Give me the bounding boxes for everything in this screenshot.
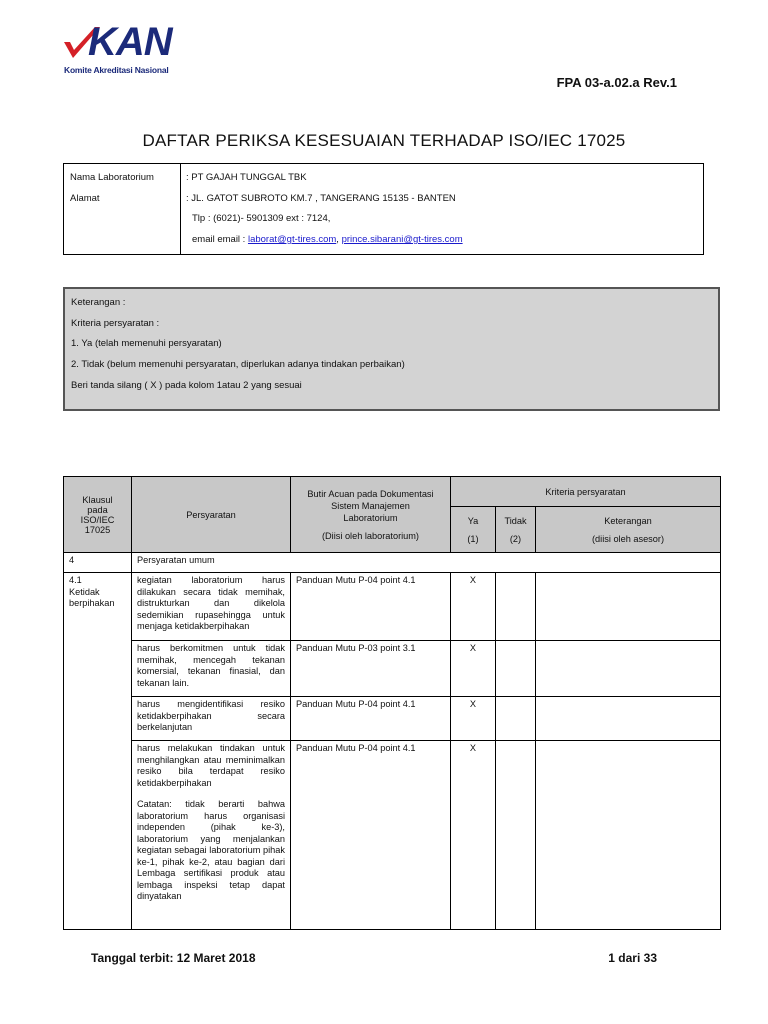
document-reference: FPA 03-a.02.a Rev.1 xyxy=(556,75,677,90)
requirement-text: harus mengidentifikasi resiko ketidakberpihakan secara berkelanjutan xyxy=(132,697,291,741)
table-row xyxy=(64,741,721,930)
lab-info-box xyxy=(63,163,704,255)
notes-heading: Keterangan : xyxy=(71,297,126,308)
logo-text: KAN xyxy=(88,20,172,64)
ya-mark: X xyxy=(451,741,496,930)
requirement-clip xyxy=(137,743,285,927)
header-butir-note: (Diisi oleh laboratorium) xyxy=(321,530,419,541)
lab-name-value: : PT GAJAH TUNGGAL TBK xyxy=(186,172,307,183)
address-value: : JL. GATOT SUBROTO KM.7 , TANGERANG 15135 - BANTEN xyxy=(186,193,456,204)
table-row xyxy=(64,641,721,697)
reference-text: Panduan Mutu P-04 point 4.1 xyxy=(291,697,451,741)
header-ya-num: (1) xyxy=(467,533,479,544)
phone-value: Tlp : (6021)- 5901309 ext : 7124, xyxy=(192,213,331,224)
kan-logo xyxy=(62,20,192,78)
tidak-cell xyxy=(496,697,536,741)
table-row xyxy=(64,697,721,741)
notes-box xyxy=(63,287,720,411)
requirement-cell xyxy=(132,741,291,930)
requirement-text: harus melakukan tindakan untuk menghilangkan atau meminimalkan resiko bila terdapat resiko ketidakberpihakan xyxy=(137,743,285,788)
email-link-prince[interactable]: prince.sibarani@gt-tires.com xyxy=(341,234,463,245)
reference-text: Panduan Mutu P-04 point 4.1 xyxy=(291,741,451,930)
ya-mark: X xyxy=(451,697,496,741)
table-row xyxy=(64,573,721,641)
logo-subtitle: Komite Akreditasi Nasional xyxy=(64,65,169,75)
header-butir-title: Butir Acuan pada Dokumentasi Sistem Manajemen Laboratorium xyxy=(307,488,434,523)
table-header-row xyxy=(64,477,721,507)
header-keterangan-label: Keterangan xyxy=(604,515,652,526)
requirement-text: harus berkomitmen untuk tidak memihak, mencegah tekanan komersial, tekanan finasial, dan tekanan lain. xyxy=(132,641,291,697)
requirement-text: kegiatan laboratorium harus dilakukan secara tidak memihak, distrukturkan dan dikelola sedemikian rupasehingga untuk menjaga ketidakberpihakan xyxy=(132,573,291,641)
keterangan-cell xyxy=(536,697,721,741)
issue-date: Tanggal terbit: 12 Maret 2018 xyxy=(91,951,256,965)
header-kriteria: Kriteria persyaratan xyxy=(451,477,721,507)
ya-mark: X xyxy=(451,641,496,697)
section-number: 4 xyxy=(64,553,132,573)
clause-name: Ketidak berpihakan xyxy=(69,586,115,608)
header-keterangan xyxy=(536,507,721,553)
header-tidak-num: (2) xyxy=(509,533,522,544)
email-prefix: email email : xyxy=(192,234,248,245)
notes-instruction: Beri tanda silang ( X ) pada kolom 1atau 2 yang sesuai xyxy=(71,380,302,391)
section-title: Persyaratan umum xyxy=(132,553,721,573)
lab-name-label: Nama Laboratorium xyxy=(70,172,154,183)
info-divider xyxy=(180,164,181,254)
requirements-table xyxy=(63,476,721,930)
requirement-note: Catatan: tidak berarti bahwa laboratorium harus organisasi independen (pihak ke-3), laboratorium yang menjalankan kegiatan sebagai laboratorium pihak ke-1, pihak ke-2, atau bagian dari Lembaga sertifikasi produk atau lembaga inspeksi tetap dapat dinyatakan xyxy=(137,799,285,901)
email-separator: , xyxy=(336,234,342,245)
tidak-cell xyxy=(496,641,536,697)
header-butir xyxy=(291,477,451,553)
keterangan-cell xyxy=(536,641,721,697)
header-keterangan-note: (diisi oleh asesor) xyxy=(592,533,664,544)
header-tidak-label: Tidak xyxy=(504,515,527,526)
email-link-laborat[interactable]: laborat@gt-tires.com xyxy=(247,234,337,245)
tidak-cell xyxy=(496,573,536,641)
reference-text: Panduan Mutu P-04 point 4.1 xyxy=(291,573,451,641)
header-ya xyxy=(451,507,496,553)
notes-option-no: 2. Tidak (belum memenuhi persyaratan, diperlukan adanya tindakan perbaikan) xyxy=(71,359,405,370)
address-label: Alamat xyxy=(70,193,100,204)
section-row xyxy=(64,553,721,573)
header-tidak xyxy=(496,507,536,553)
clause-cell xyxy=(64,573,132,930)
header-persyaratan: Persyaratan xyxy=(132,477,291,553)
header-klausul: Klausul pada ISO/IEC 17025 xyxy=(64,477,132,553)
requirement-gap xyxy=(137,789,285,799)
keterangan-cell xyxy=(536,573,721,641)
header-ya-label: Ya xyxy=(467,515,479,526)
reference-text: Panduan Mutu P-03 point 3.1 xyxy=(291,641,451,697)
notes-criteria: Kriteria persyaratan : xyxy=(71,318,160,329)
clause-number: 4.1 xyxy=(69,575,82,585)
page-number: 1 dari 33 xyxy=(608,951,657,965)
email-line xyxy=(192,234,463,245)
notes-option-yes: 1. Ya (telah memenuhi persyaratan) xyxy=(71,338,222,349)
keterangan-cell xyxy=(536,741,721,930)
tidak-cell xyxy=(496,741,536,930)
page-title: DAFTAR PERIKSA KESESUAIAN TERHADAP ISO/IEC 17025 xyxy=(142,131,626,150)
ya-mark: X xyxy=(451,573,496,641)
